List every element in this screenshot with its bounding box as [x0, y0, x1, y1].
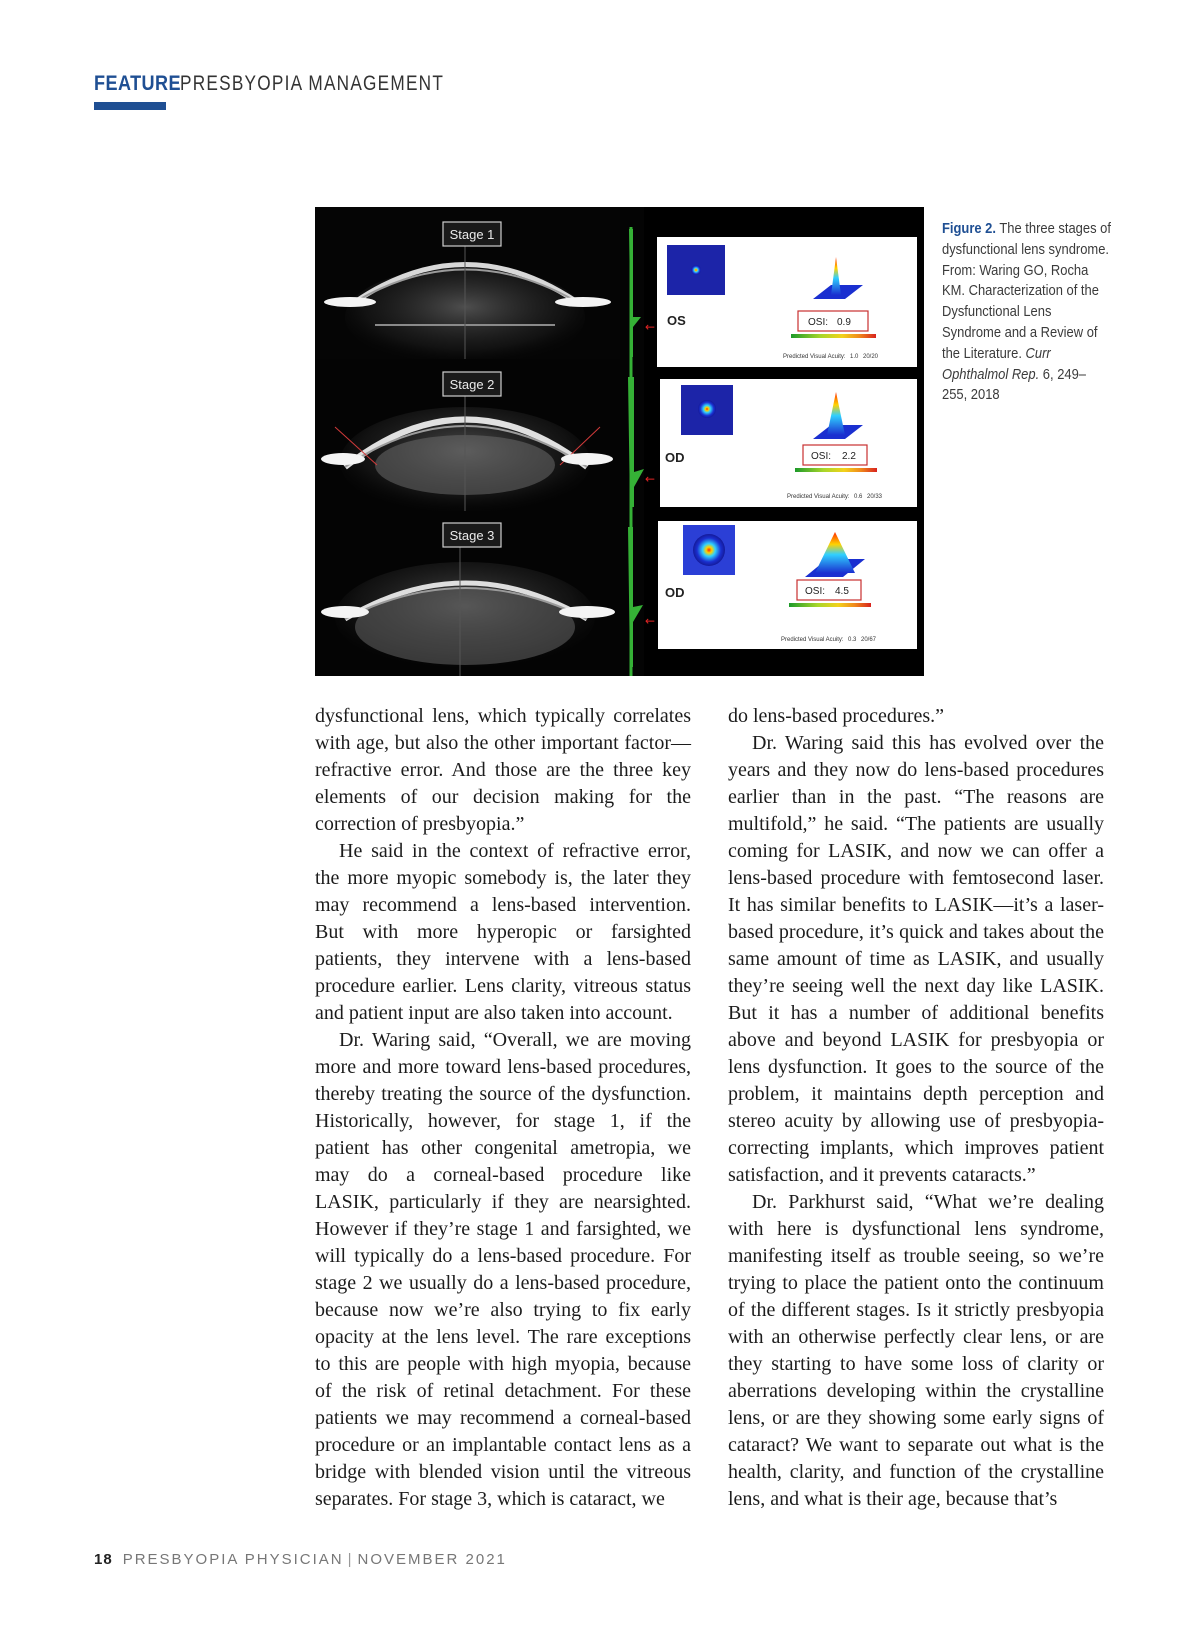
stage-label: Stage 1 — [449, 227, 495, 242]
osi-panel-1 — [657, 237, 917, 367]
acuity-label: Predicted Visual Acuity: — [781, 637, 844, 643]
feature-label: FEATURE — [94, 72, 181, 95]
paragraph: Dr. Parkhurst said, “What we’re dealing with here is dysfunctional lens syndrome, manifesting itself as trouble seeing, so we’re trying to place the patient onto the continuum of the different stages. Is it strictly presbyopia with an otherwise perfectly clear lens, or are they starting to have some loss of clarity or aberrations developing within the crystalline lens, or are they showing some early signs of cataract? We want to separate out what is the health, clarity, and function of the crystalline lens, and what is their age, because that’s — [728, 1191, 1104, 1510]
acuity-label: Predicted Visual Acuity: — [787, 494, 850, 500]
section-title: PRESBYOPIA MANAGEMENT — [180, 72, 445, 95]
footer-separator: | — [347, 1551, 354, 1568]
acuity-decimal: 1.0 — [850, 354, 859, 360]
paragraph: Dr. Waring said this has evolved over the years and they now do lens-based procedures earlier than in the past. “The reasons are multifold,” he said. “The patients are usually coming for LASIK, and now we can offer a lens-based procedure with femtosecond laser. It has similar benefits to LASIK—it’s a laser-based procedure, it’s quick and takes about the same amount of time as LASIK, and usually they’re seeing well the next day like LASIK. But it has a number of additional benefits above and beyond LASIK for presbyopia or lens dysfunction. It goes to the source of the problem, it maintains depth perception and stereo acuity by allowing use of presbyopia-correcting implants, which improves patient satisfaction, and it prevents cataracts.” — [728, 732, 1104, 1186]
acuity-snellen: 20/20 — [863, 354, 879, 360]
stage-label: Stage 2 — [449, 377, 495, 392]
density-profile — [620, 207, 655, 676]
osi-label: OSI: — [805, 586, 826, 597]
osi-value: 4.5 — [835, 586, 849, 597]
acuity-decimal: 0.6 — [854, 494, 863, 500]
acuity-snellen: 20/33 — [867, 494, 883, 500]
osi-panel-2 — [660, 379, 917, 507]
stage-1-label — [443, 222, 501, 246]
acuity-decimal: 0.3 — [848, 637, 857, 643]
osi-panel-3 — [658, 521, 917, 649]
eye-label: OD — [665, 450, 685, 465]
figure-caption — [942, 219, 1111, 406]
acuity-label: Predicted Visual Acuity: — [783, 354, 846, 360]
page-number: 18 — [94, 1551, 113, 1568]
feature-underline — [94, 102, 166, 110]
figure-label: Figure 2. — [942, 221, 996, 237]
acuity-snellen: 20/67 — [861, 637, 877, 643]
dysfunctional-lens-stages-figure — [315, 207, 924, 676]
paragraph: Dr. Waring said, “Overall, we are moving more and more toward lens-based procedures, thereby treating the source of the dysfunction. Historically, however, for stage 1, if the patient has other congenital ametropia, we may do a corneal-based procedure like LASIK, particularly if they are nearsighted. However if they’re stage 1 and farsighted, we will typically do a lens-based procedure. For stage 2 we usually do a lens-based procedure, because now we’re also trying to fix early opacity at the lens level. The rare exceptions to this are people with high myopia, because of the risk of retinal detachment. For these patients we may recommend a corneal-based procedure or an implantable contact lens as a bridge with blended vision until the vitreous separates. For stage 3, which is cataract, we — [315, 1029, 691, 1510]
caption-text: The three stages of dysfunctional lens syndrome. From: Waring GO, Rocha KM. Characterization of the Dysfunctional Lens Syndrome and a Review of the Literature. — [942, 221, 1111, 362]
paragraph: do lens-based procedures.” — [728, 705, 945, 727]
eye-label: OD — [665, 585, 685, 600]
figure-2-image — [315, 207, 924, 676]
page-footer — [94, 1551, 507, 1568]
arrow-icon: ← — [645, 320, 656, 334]
body-column-left — [315, 703, 691, 1513]
eye-label: OS — [667, 313, 686, 328]
caption-citation: 6, 249–255, 2018 — [942, 366, 1087, 404]
stage-2-label — [443, 372, 501, 396]
publication-name: PRESBYOPIA PHYSICIAN — [122, 1551, 344, 1568]
arrow-icon: ← — [645, 614, 656, 628]
osi-value: 0.9 — [837, 317, 851, 328]
osi-value: 2.2 — [842, 451, 856, 462]
paragraph: dysfunctional lens, which typically correlates with age, but also the other important factor—refractive error. And those are the three key elements of our decision making for the correction of presbyopia.” — [315, 705, 691, 835]
osi-label: OSI: — [811, 451, 832, 462]
caption-journal: Curr Ophthalmol Rep. — [942, 345, 1051, 383]
stage-label: Stage 3 — [449, 528, 495, 543]
osi-label: OSI: — [808, 317, 829, 328]
page-header — [94, 72, 445, 112]
issue-date: NOVEMBER 2021 — [357, 1551, 507, 1568]
body-column-right — [728, 703, 1104, 1513]
arrow-icon: ← — [645, 472, 656, 486]
paragraph: He said in the context of refractive error, the more myopic somebody is, the later they may recommend a lens-based intervention. But with more hyperopic or farsighted patients, they intervene with a lens-based procedure earlier. Lens clarity, vitreous status and patient input are also taken into account. — [315, 840, 691, 1024]
stage-3-label — [443, 523, 501, 547]
